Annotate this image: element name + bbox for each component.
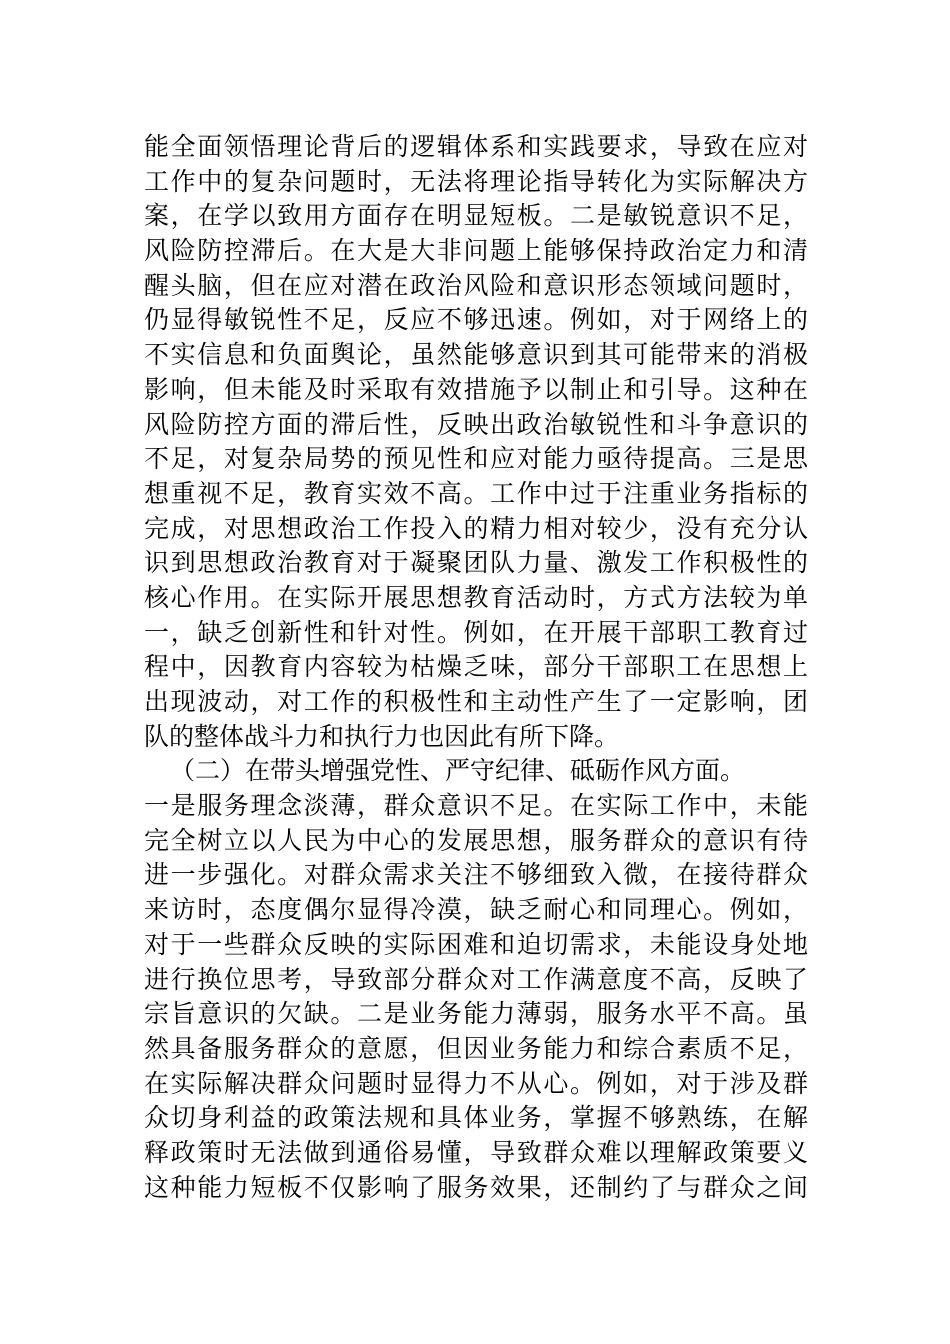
text-line: 风险防控方面的滞后性，反映出政治敏锐性和斗争意识的	[144, 409, 808, 439]
text-line: 不实信息和负面舆论，虽然能够意识到其可能带来的消极	[144, 340, 808, 370]
text-line: 众切身利益的政策法规和具体业务，掌握不够熟练，在解	[144, 1103, 808, 1133]
text-line: 程中，因教育内容较为枯燥乏味，部分干部职工在思想上	[144, 652, 808, 682]
text-line: 完全树立以人民为中心的发展思想，服务群众的意识有待	[144, 825, 808, 855]
text-line: 宗旨意识的欠缺。二是业务能力薄弱，服务水平不高。虽	[144, 999, 808, 1029]
text-line: 然具备服务群众的意愿，但因业务能力和综合素质不足，	[144, 1033, 808, 1063]
text-line: 工作中的复杂问题时，无法将理论指导转化为实际解决方	[144, 166, 808, 196]
text-line: 醒头脑，但在应对潜在政治风险和意识形态领域问题时，	[144, 270, 808, 300]
text-line: 对于一些群众反映的实际困难和迫切需求，未能设身处地	[144, 929, 808, 959]
text-line: 影响，但未能及时采取有效措施予以制止和引导。这种在	[144, 374, 808, 404]
text-line: 这种能力短板不仅影响了服务效果，还制约了与群众之间	[144, 1172, 808, 1202]
text-line: 风险防控滞后。在大是大非问题上能够保持政治定力和清	[144, 236, 808, 266]
text-line: 识到思想政治教育对于凝聚团队力量、激发工作积极性的	[144, 548, 808, 578]
text-line: 来访时，态度偶尔显得冷漠，缺乏耐心和同理心。例如，	[144, 895, 808, 925]
text-line: 队的整体战斗力和执行力也因此有所下降。	[144, 721, 620, 751]
text-line: 在实际解决群众问题时显得力不从心。例如，对于涉及群	[144, 1068, 808, 1098]
text-line: 想重视不足，教育实效不高。工作中过于注重业务指标的	[144, 478, 808, 508]
text-line: 进行换位思考，导致部分群众对工作满意度不高，反映了	[144, 964, 808, 994]
text-line: 完成，对思想政治工作投入的精力相对较少，没有充分认	[144, 513, 808, 543]
text-line: 能全面领悟理论背后的逻辑体系和实践要求，导致在应对	[144, 132, 808, 161]
text-line: 出现波动，对工作的积极性和主动性产生了一定影响，团	[144, 687, 808, 716]
text-line: 仍显得敏锐性不足，反应不够迅速。例如，对于网络上的	[144, 305, 808, 335]
text-line: 一是服务理念淡薄，群众意识不足。在实际工作中，未能	[144, 791, 808, 821]
text-line: 释政策时无法做到通俗易懂，导致群众难以理解政策要义	[144, 1137, 808, 1167]
text-line: 一，缺乏创新性和针对性。例如，在开展干部职工教育过	[144, 617, 808, 647]
body-text	[144, 130, 808, 1205]
text-line: 不足，对复杂局势的预见性和应对能力亟待提高。三是思	[144, 444, 808, 474]
text-line: 进一步强化。对群众需求关注不够细致入微，在接待群众	[144, 860, 808, 890]
text-line: 核心作用。在实际开展思想教育活动时，方式方法较为单	[144, 582, 808, 612]
text-line: 案，在学以致用方面存在明显短板。二是敏锐意识不足，	[144, 201, 808, 231]
section-heading: （二）在带头增强党性、严守纪律、砥砺作风方面。	[170, 756, 746, 786]
